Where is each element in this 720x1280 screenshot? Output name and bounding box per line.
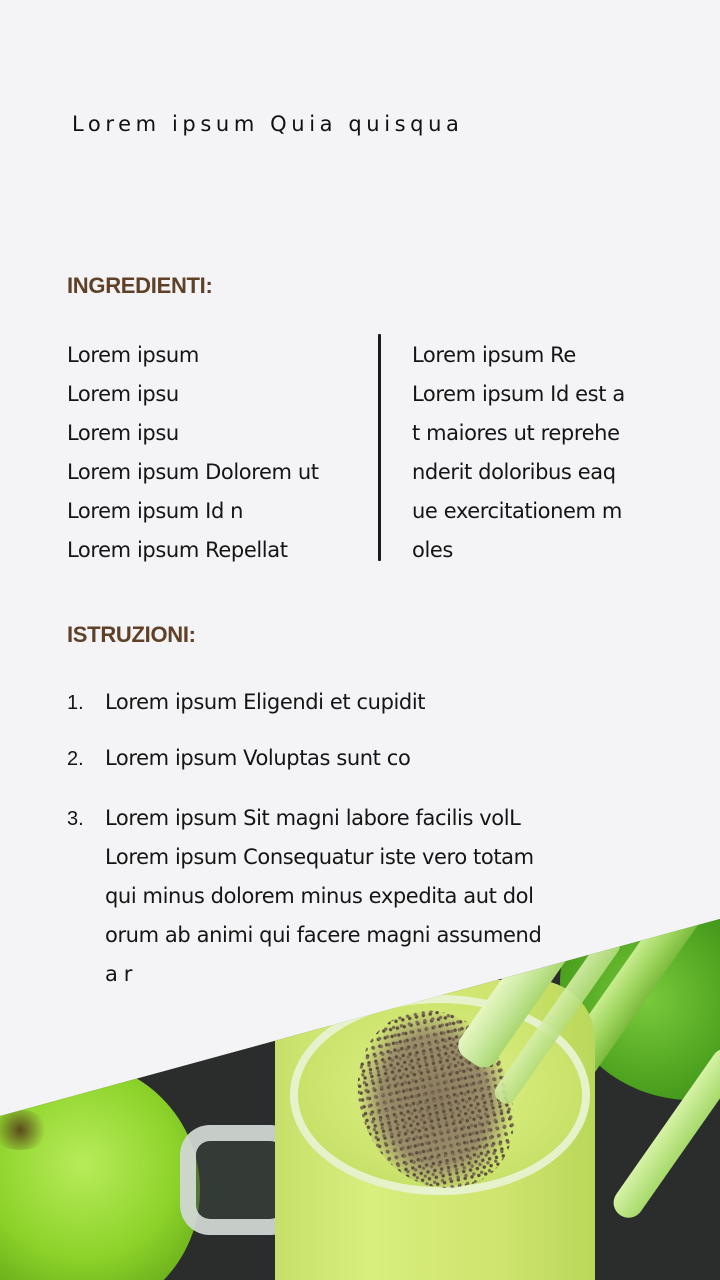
ingredient-text-line: nderit doloribus eaq [412, 460, 616, 484]
ingredient-item: Lorem ipsum Dolorem ut [67, 460, 319, 484]
ingredient-text-line: ue exercitationem m [412, 499, 622, 523]
ingredient-item: Lorem ipsum [67, 343, 199, 367]
instruction-step [67, 799, 627, 994]
ingredient-text-line: oles [412, 538, 453, 562]
ingredient-item: Lorem ipsu [67, 382, 179, 406]
step-text-line: qui minus dolorem minus expedita aut dol [105, 884, 534, 908]
step-text [105, 799, 541, 994]
green-apple-shape [0, 1060, 200, 1280]
ingredients-left-column [67, 336, 319, 570]
instructions-list [67, 683, 627, 994]
step-text-line: orum ab animi qui facere magni assumend [105, 923, 542, 947]
recipe-title: Lorem ipsum Quia quisqua [72, 112, 464, 136]
step-text-line: Lorem ipsum Eligendi et cupidit [105, 690, 426, 714]
ingredient-text-line: Lorem ipsum Re [412, 343, 576, 367]
step-text [105, 683, 425, 723]
ingredient-item: Lorem ipsum Repellat [67, 538, 288, 562]
step-text [105, 739, 410, 779]
step-text-line: Lorem ipsum Voluptas sunt co [105, 746, 411, 770]
column-divider [378, 334, 381, 561]
step-text-line: a r [105, 962, 132, 986]
instructions-heading: ISTRUZIONI: [67, 622, 196, 647]
step-text-line: Lorem ipsum Sit magni labore facilis volL [105, 806, 521, 830]
ingredients-right-column [412, 336, 625, 570]
step-number: 1. [67, 692, 84, 714]
ingredient-text-line: Lorem ipsum Id est a [412, 382, 625, 406]
instruction-step [67, 739, 627, 779]
ingredients-heading: INGREDIENTI: [67, 273, 213, 298]
ingredient-item: Lorem ipsum Id n [67, 499, 244, 523]
instruction-step [67, 683, 627, 723]
ingredient-item: Lorem ipsu [67, 421, 179, 445]
step-number: 2. [67, 748, 84, 770]
step-number: 3. [67, 808, 84, 830]
step-text-line: Lorem ipsum Consequatur iste vero totam [105, 845, 534, 869]
ingredient-text-line: t maiores ut reprehe [412, 421, 620, 445]
